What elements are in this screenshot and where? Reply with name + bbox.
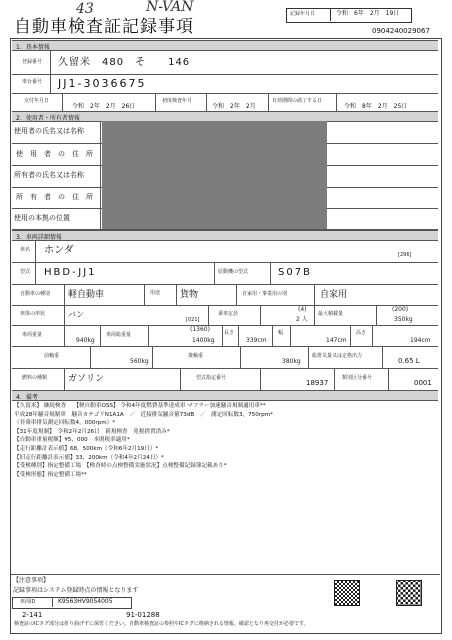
remark-line: （非乗車排気測定回転数4，000rpm）* <box>14 420 116 427</box>
remark-line: 【旧走行距離計表示値】33，200km（令和4年2月24日）* <box>14 454 164 461</box>
vin: JJ1-3036675 <box>58 77 147 90</box>
fuel-type: ガソリン <box>68 374 105 384</box>
gross: 1400kg <box>192 337 215 344</box>
private-label: 自家用・事業用の別 <box>242 291 288 297</box>
category-label: 自動車の種別 <box>20 291 51 297</box>
type-cert-number: 18937 <box>306 379 329 387</box>
engine-model: S07B <box>278 267 312 278</box>
rear-axle-label: 後軸重 <box>188 353 204 359</box>
body-label: 車体の形状 <box>20 311 46 317</box>
section-basic-info-header: 1．基本情報 <box>12 40 438 51</box>
expiry: 令和 8年 2月 25日 <box>344 103 408 110</box>
vin-label: 車台番号 <box>22 79 43 85</box>
document-number: 0904240029067 <box>372 27 430 35</box>
issue-date: 令和 2年 2月 26日 <box>72 103 136 110</box>
notice-text: 記録事項はシステム登録時点の情報となります <box>13 587 139 594</box>
gross-top: (1360) <box>190 326 210 333</box>
remark-line: 【走行距離計表示値】68，500km（令和6年2月19日）* <box>14 445 159 452</box>
maxload-label: 最大積載量 <box>318 311 344 317</box>
first-reg: 令和 2年 2月 <box>212 103 256 110</box>
owner-address-label: 所 有 者 の 住 所 <box>16 193 93 201</box>
reg-number-label: 登録番号 <box>22 59 43 65</box>
height-label: 高さ <box>356 330 367 336</box>
rear-axle: 380kg <box>282 358 301 365</box>
width-label: 幅 <box>278 330 284 336</box>
bottom-notice: 検査証のICタグ部分は折り曲げずに保管ください。自動車検査証の参照やICタグに格納される情報、確認となり再交付が必要です。 <box>14 621 309 627</box>
remark-line: 【久留米】 継続検査 【軽自動車OSS】 令和4年度燃費基準達成車 マフラー加速騒音規制適用車** <box>14 403 266 409</box>
length-label: 長さ <box>224 330 235 336</box>
section-vehicle-details-header: 3．車両詳細情報 <box>12 230 438 241</box>
code-left: 2-141 <box>22 611 43 619</box>
owner-name-label: 所有者の氏名又は名称 <box>14 171 84 179</box>
maker-label: 車名 <box>20 247 31 253</box>
weight: 940kg <box>76 337 95 344</box>
remark-line: 【受検種別】指定整備工場 【検査時の点検整備実施状況】点検整備記録簿記載あり* <box>14 463 227 470</box>
class-number: 0001 <box>414 379 432 387</box>
category: 軽自動車 <box>68 290 105 300</box>
front-axle-label: 前軸重 <box>44 353 60 359</box>
usage: 貨物 <box>180 290 199 300</box>
displacement-label: 総排気量又は定格出力 <box>312 353 363 359</box>
gross-label: 車両総重量 <box>106 332 132 338</box>
width: 147cm <box>326 337 347 344</box>
personal-info-redaction <box>102 121 327 229</box>
maker-code: [296] <box>398 252 412 258</box>
device-id-label: 車両ID <box>20 599 36 605</box>
first-reg-label: 初度検査年月 <box>162 98 193 104</box>
qr-code-1 <box>334 580 360 606</box>
remark-line: 【31年度規制】 令和2年2月26日 新規検査 免税措置済み* <box>14 428 170 435</box>
expiry-label: 有効期間の満了する日 <box>272 98 323 104</box>
record-date: 令和 6年 2月 19日 <box>336 10 400 17</box>
remark-line: 【受検形態】指定整備工場** <box>14 471 87 478</box>
type-cert-label: 型式指定番号 <box>196 375 227 381</box>
reg-number: 久留米 480 そ 146 <box>58 57 191 68</box>
body-code: [021] <box>186 317 200 323</box>
usage-label: 用途 <box>150 290 161 296</box>
weight-label: 車両重量 <box>22 332 43 338</box>
remark-line: 平成28年騒音規制車 騒音カテゴリN1A1A ／ 近接排気騒音値73dB ／ 測定回転数3，750rpm* <box>14 411 273 418</box>
section-remarks-header: 4．備考 <box>12 390 438 401</box>
body-shape: バン <box>68 310 84 319</box>
maker: ホンダ <box>44 245 74 256</box>
document-title: 自動車検査証記録事項 <box>14 17 194 37</box>
device-id: K9563HV9054005 <box>58 598 113 605</box>
front-axle: 560kg <box>130 358 149 365</box>
code-right: 91-01288 <box>126 611 160 619</box>
record-date-label: 記録年月日 <box>290 11 316 17</box>
remark-line: 【自動車重量税額】¥5，000 本則税率適用* <box>14 437 130 444</box>
issue-date-label: 交付年月日 <box>24 98 50 104</box>
model: HBD-JJ1 <box>44 267 97 278</box>
handwritten-model: N-VAN <box>146 0 194 15</box>
displacement: 0.65 L <box>398 357 420 365</box>
capacity: 2 人 <box>296 316 308 323</box>
user-name-label: 使用者の氏名又は名称 <box>14 127 84 135</box>
model-label: 型式 <box>20 269 31 275</box>
engine-label: 原動機の型式 <box>218 269 249 275</box>
remarks-list <box>14 402 434 479</box>
fuel-label: 燃料の種類 <box>22 375 48 381</box>
notice-title: 【注意事項】 <box>13 577 50 584</box>
base-location-label: 使用の本拠の位置 <box>14 214 70 222</box>
handwritten-number: 43 <box>76 1 94 17</box>
maxload: 350kg <box>394 316 413 323</box>
capacity-top: (4) <box>298 306 307 313</box>
private-use: 自家用 <box>320 290 348 300</box>
length: 339cm <box>246 337 267 344</box>
class-label: 類別区分番号 <box>342 375 373 381</box>
capacity-label: 乗車定員 <box>218 311 239 317</box>
maxload-top: (200) <box>392 306 409 313</box>
qr-code-2 <box>396 580 422 606</box>
height: 194cm <box>410 337 431 344</box>
section-owner-info-header: 2．使用者・所有者情報 <box>12 111 438 122</box>
user-address-label: 使 用 者 の 住 所 <box>16 150 93 158</box>
